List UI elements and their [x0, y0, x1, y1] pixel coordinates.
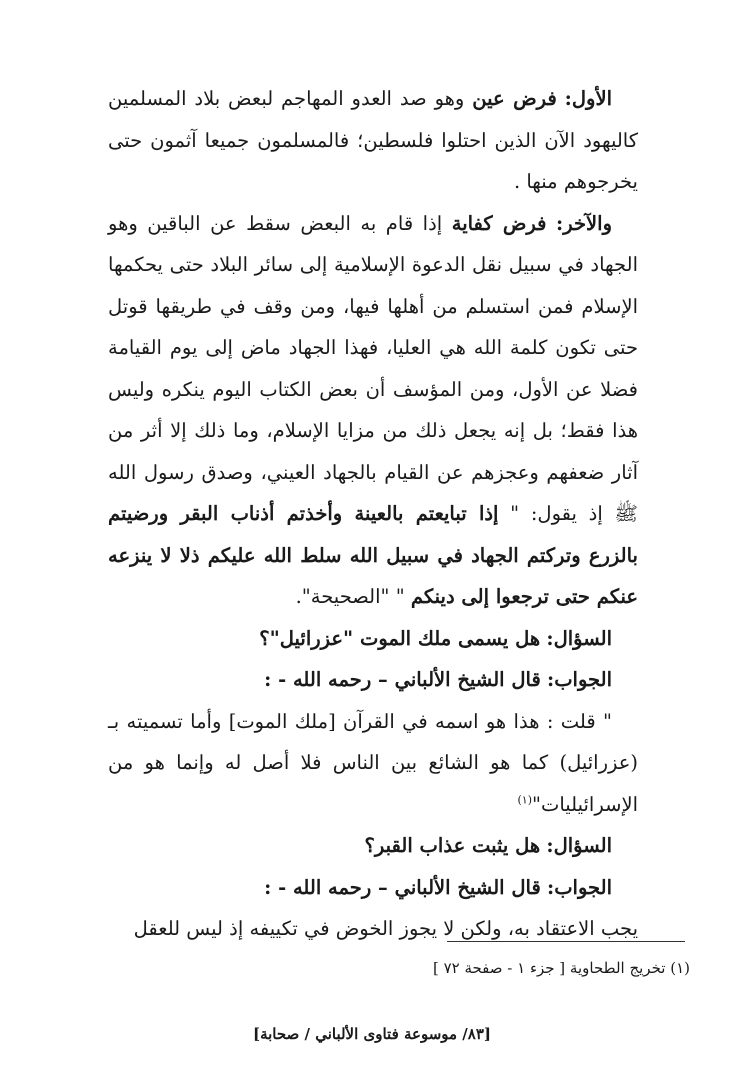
answer-quote [108, 701, 638, 826]
answer-label: الجواب: [547, 875, 612, 899]
hadith-text: إذا تبايعتم بالعينة وأخذتم أذناب البقر ورضيتم بالزرع وتركتم الجهاد في سبيل الله سلط الله عليكم ذلا لا ينزعه عنكم حتى ترجعوا إلى دينكم [108, 502, 638, 608]
question-grave-punishment [108, 825, 638, 867]
question-text: هل يثبت عذاب القبر؟ [364, 834, 541, 857]
footnote-divider [447, 941, 685, 942]
answer-label: الجواب: [547, 668, 612, 691]
paragraph-tail: " "الصحيحة". [295, 585, 411, 608]
paragraph-first-type [108, 78, 638, 203]
question-text: هل يسمى ملك الموت "عزرائيل"؟ [259, 626, 541, 650]
answer-intro: قال الشيخ الألباني – رحمه الله - : [264, 668, 541, 691]
answer-text: يجب الاعتقاد به، ولكن لا يجوز الخوض في تكييفه إذ ليس للعقل [133, 917, 638, 940]
paragraph-label: والآخر: [556, 211, 612, 235]
paragraph-second-type [108, 203, 638, 618]
paragraph-label: الأول: [564, 87, 612, 110]
page-footer: [٨٣/ موسوعة فتاوى الألباني / صحابة] [252, 1025, 492, 1043]
question-label: السؤال: [546, 834, 612, 857]
footnote-marker[interactable]: (١) [517, 793, 533, 806]
answer-heading-1 [108, 659, 638, 701]
answer-body [108, 908, 638, 950]
paragraph-text: إذا قام به البعض سقط عن الباقين وهو الجهاد في سبيل نقل الدعوة الإسلامية إلى سائر البلاد حتى يحكمها الإسلام فمن استسلم من أهلها فيها، ومن وقف في طريقها قوتل حتى تكون كلمة الله هي العليا، فهذا الجهاد ماض إلى يوم القيامة فضلا عن الأول، ومن المؤسف أن بعض الكتاب اليوم ينكره وليس هذا فقط؛ بل إنه يجعل ذلك من مزايا الإسلام، وما ذلك إلا أثر من آثار ضعفهم وعجزهم عن القيام بالجهاد العيني، وصدق رسول الله ﷺ إذ يقول: " [108, 211, 638, 525]
body-text [108, 78, 638, 950]
paragraph-text: وهو صد العدو المهاجم لبعض بلاد المسلمين كاليهود الآن الذين احتلوا فلسطين؛ فالمسلمون جميعا آثمون حتى يخرجوهم منها . [108, 87, 638, 193]
paragraph-bold: فرض كفاية [451, 211, 547, 235]
answer-text: " قلت : هذا هو اسمه في القرآن [ملك الموت] وأما تسميته بـ (عزرائيل) كما هو الشائع بين الناس فلا أصل له وإنما هو من الإسرائيليات" [108, 709, 638, 816]
question-angel-of-death [108, 618, 638, 660]
answer-intro: قال الشيخ الألباني – رحمه الله - : [264, 875, 541, 899]
answer-heading-2 [108, 867, 638, 909]
footnote: (١) تخريج الطحاوية [ جزء ١ - صفحة ٧٢ ] [432, 959, 690, 977]
paragraph-bold: فرض عين [472, 87, 557, 110]
question-label: السؤال: [546, 626, 612, 650]
